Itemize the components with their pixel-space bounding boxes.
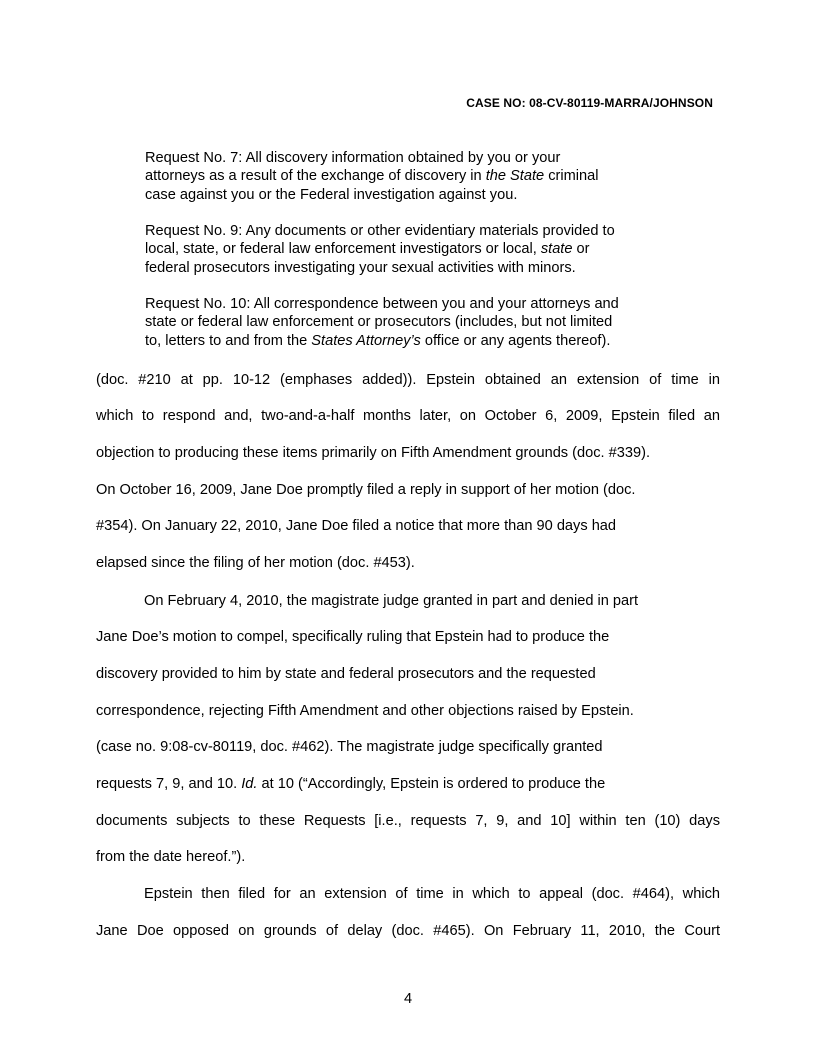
body-text-line: correspondence, rejecting Fifth Amendment and other objections raised by Epstein.: [96, 703, 634, 719]
body-text-line: elapsed since the filing of her motion (doc. #453).: [96, 555, 415, 571]
page-number: 4: [403, 991, 413, 1007]
body-text-line: documents subjects to these Requests [i.e., requests 7, 9, and 10] within ten (10) days: [96, 813, 720, 829]
body-text-line: (doc. #210 at pp. 10-12 (emphases added)). Epstein obtained an extension of time in: [96, 372, 720, 388]
quote-line: federal prosecutors investigating your sexual activities with minors.: [145, 259, 576, 276]
body-text-line: #354). On January 22, 2010, Jane Doe filed a notice that more than 90 days had: [96, 518, 617, 534]
body-text-line: discovery provided to him by state and federal prosecutors and the requested: [96, 666, 596, 682]
quote-line: case against you or the Federal investigation against you.: [145, 186, 518, 203]
quote-line: attorneys as a result of the exchange of discovery in the State criminal: [145, 168, 599, 185]
quote-line: Request No. 10: All correspondence between you and your attorneys and: [145, 296, 619, 312]
emphasis: the State: [485, 168, 545, 185]
quote-line: to, letters to and from the States Attorney’s office or any agents thereof).: [145, 332, 611, 349]
body-text-line: Epstein then filed for an extension of time in which to appeal (doc. #464), which: [144, 886, 720, 902]
case-number-header: CASE NO: 08-CV-80119-MARRA/JOHNSON: [466, 96, 713, 110]
body-text-line: objection to producing these items primarily on Fifth Amendment grounds (doc. #339).: [96, 445, 651, 461]
body-text-line: Jane Doe opposed on grounds of delay (doc. #465). On February 11, 2010, the Court: [96, 923, 720, 939]
quote-line: state or federal law enforcement or prosecutors (includes, but not limited: [145, 314, 613, 331]
body-text-line: On October 16, 2009, Jane Doe promptly filed a reply in support of her motion (doc.: [96, 482, 636, 498]
body-text-line: requests 7, 9, and 10. Id. at 10 (“Accordingly, Epstein is ordered to produce the: [96, 776, 606, 792]
quoted-request-9: [145, 222, 705, 277]
body-text-line: (case no. 9:08-cv-80119, doc. #462). The magistrate judge specifically granted: [96, 739, 603, 755]
body-text-line: from the date hereof.”).: [96, 849, 246, 865]
quote-line: local, state, or federal law enforcement investigators or local, state or: [145, 241, 590, 258]
quoted-request-7: [145, 149, 705, 204]
body-text-line: which to respond and, two-and-a-half months later, on October 6, 2009, Epstein filed an: [96, 408, 720, 424]
emphasis: States Attorney’s: [311, 332, 421, 349]
quoted-request-10: [145, 295, 705, 350]
citation-id: Id.: [241, 776, 258, 792]
quote-line: Request No. 7: All discovery information obtained by you or your: [145, 150, 561, 166]
quote-line: Request No. 9: Any documents or other evidentiary materials provided to: [145, 223, 615, 239]
body-text-line: On February 4, 2010, the magistrate judge granted in part and denied in part: [144, 593, 639, 609]
emphasis: state: [540, 241, 573, 258]
body-text-line: Jane Doe’s motion to compel, specifically ruling that Epstein had to produce the: [96, 629, 610, 645]
